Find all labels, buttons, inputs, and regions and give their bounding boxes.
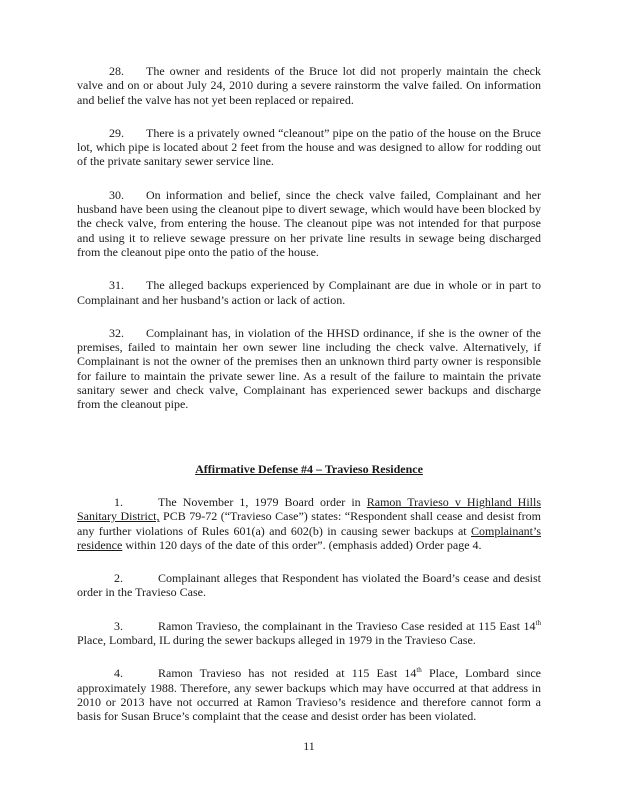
defense-paragraph-4 (77, 666, 541, 723)
paragraph-30 (77, 188, 541, 259)
paragraph-text: The alleged backups experienced by Complainant are due in whole or in part to Complainant and her husband’s action or lack of action. (77, 278, 541, 307)
defense-paragraph-2 (77, 571, 541, 600)
superscript: th (535, 618, 541, 627)
paragraph-text: Ramon Travieso, the complainant in the Travieso Case resided at 115 East 14 (158, 618, 536, 633)
defense-paragraph-1 (77, 495, 541, 552)
paragraph-text: Complainant has, in violation of the HHSD ordinance, if she is the owner of the premises, failed to maintain her own sewer line including the check valve. Alternatively, if Complainant is not the owner of the premises then an unknown third party owner is responsible for failure to maintain the private sewer line. As a result of the failure to maintain the private sanitary sewer and check valve, Complainant has experienced sewer backups and discharge from the cleanout pipe. (77, 325, 541, 412)
paragraph-32 (77, 326, 541, 412)
paragraph-text: On information and belief, since the check valve failed, Complainant and her husband have been using the cleanout pipe to divert sewage, which would have been blocked by the check valve, from entering the house. The cleanout pipe was not intended for that purpose and using it to relieve sewage pressure on her private line results in sewage being discharged from the cleanout pipe onto the patio of the house. (77, 187, 541, 259)
paragraph-number: 30. (109, 187, 124, 202)
paragraph-text: Place, Lombard since approximately 1988. Therefore, any sewer backups which may have occurred at that address in 2010 or 2013 have not occurred at Ramon Travieso’s residence and therefore cannot form a basis for Susan Bruce’s complaint that the cease and desist order has been violated. (77, 666, 541, 724)
paragraph-number: 1. (114, 494, 123, 509)
emphasized-phrase: Complainant’s residence (77, 523, 541, 552)
paragraph-number: 2. (114, 571, 123, 586)
paragraph-text: The owner and residents of the Bruce lot did not properly maintain the check valve and on or about July 24, 2010 during a severe rainstorm the valve failed. On information and belief the valve has not yet been replaced or repaired. (77, 64, 541, 107)
superscript: th (416, 666, 422, 675)
paragraph-text: Place, Lombard, IL during the sewer backups alleged in 1979 in the Travieso Case. (77, 633, 476, 648)
defense-paragraph-3 (77, 619, 541, 648)
paragraph-text: The November 1, 1979 Board order in (158, 494, 367, 509)
paragraph-number: 29. (109, 125, 124, 140)
paragraph-text: within 120 days of the date of this order”. (emphasis added) Order page 4. (122, 537, 482, 552)
paragraph-number: 32. (109, 325, 124, 340)
paragraph-number: 28. (109, 64, 124, 78)
paragraph-29 (77, 126, 541, 169)
paragraph-text: There is a privately owned “cleanout” pipe on the patio of the house on the Bruce lot, which pipe is located about 2 feet from the house and was designed to allow for rodding out of the private sanitary sewer service line. (77, 125, 541, 169)
paragraph-text: Ramon Travieso has not resided at 115 East 14 (158, 666, 417, 681)
paragraph-31 (77, 278, 541, 307)
paragraph-text: PCB 79-72 (“Travieso Case”) states: “Respondent shall cease and desist from any further violations of Rules 601(a) and 602(b) in causing sewer backups at (77, 509, 541, 538)
document-page (77, 64, 541, 724)
paragraph-number: 4. (114, 666, 123, 681)
paragraph-text: Complainant alleges that Respondent has violated the Board’s cease and desist order in the Travieso Case. (77, 571, 541, 600)
paragraph-28 (77, 64, 541, 107)
page-number: 11 (303, 739, 315, 753)
paragraph-number: 31. (109, 278, 124, 293)
paragraph-number: 3. (114, 618, 123, 633)
case-name: Ramon Travieso v Highland Hills Sanitary District, (77, 494, 541, 524)
section-heading: Affirmative Defense #4 – Travieso Residence (195, 461, 423, 476)
